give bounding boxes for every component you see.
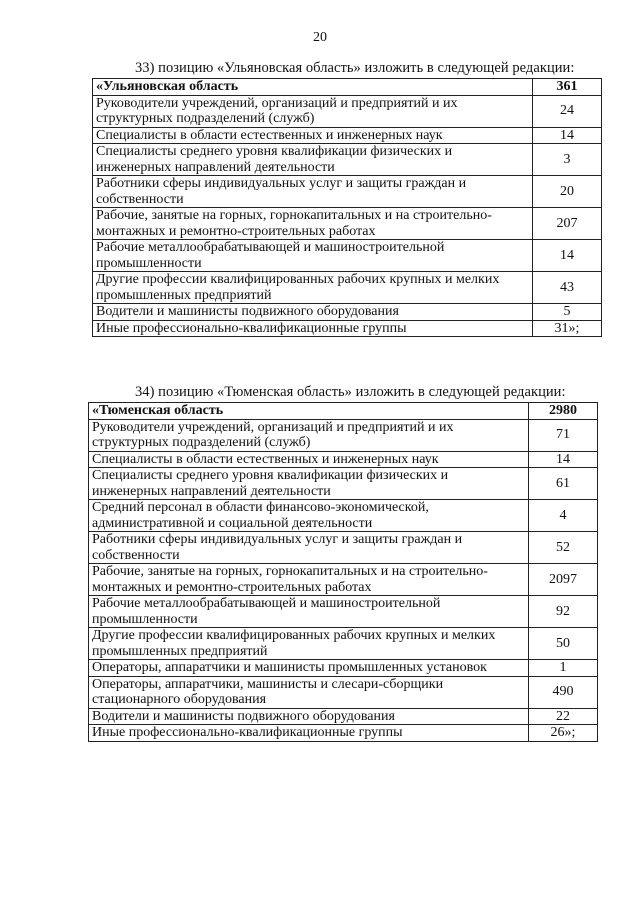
- row-value: 24: [533, 95, 602, 127]
- section-instruction: 34) позицию «Тюменская область» изложить в следующей редакции:: [135, 384, 566, 400]
- row-value: 5: [533, 304, 602, 321]
- table-row: [89, 660, 598, 677]
- row-label: Работники сферы индивидуальных услуг и защиты граждан и собственности: [93, 176, 533, 208]
- row-label: Специалисты в области естественных и инженерных наук: [93, 127, 533, 144]
- region-total: 361: [533, 79, 602, 96]
- table-header-row: [89, 403, 598, 420]
- table-row: [89, 500, 598, 532]
- table-row: [93, 272, 602, 304]
- row-label: Другие профессии квалифицированных рабочих крупных и мелких промышленных предприятий: [89, 628, 529, 660]
- row-value: 207: [533, 208, 602, 240]
- row-label: Руководители учреждений, организаций и предприятий и их структурных подразделений (служб): [93, 95, 533, 127]
- region-table-tyumen: [88, 402, 598, 742]
- row-label: Специалисты среднего уровня квалификации физических и инженерных направлений деятельности: [93, 144, 533, 176]
- row-label: Работники сферы индивидуальных услуг и защиты граждан и собственности: [89, 532, 529, 564]
- table-row: [89, 676, 598, 708]
- row-label: Водители и машинисты подвижного оборудования: [93, 304, 533, 321]
- table-row: [89, 596, 598, 628]
- row-value: 26»;: [529, 725, 598, 742]
- row-value: 14: [533, 127, 602, 144]
- table-row: [93, 95, 602, 127]
- row-label: Рабочие металлообрабатывающей и машиностроительной промышленности: [93, 240, 533, 272]
- table-row: [89, 532, 598, 564]
- table-row: [93, 304, 602, 321]
- row-value: 2097: [529, 564, 598, 596]
- row-label: Иные профессионально-квалификационные группы: [89, 725, 529, 742]
- row-label: Операторы, аппаратчики и машинисты промышленных установок: [89, 660, 529, 677]
- row-value: 61: [529, 468, 598, 500]
- table-row: [93, 208, 602, 240]
- region-total: 2980: [529, 403, 598, 420]
- row-label: Руководители учреждений, организаций и предприятий и их структурных подразделений (служб): [89, 419, 529, 451]
- region-name: «Ульяновская область: [93, 79, 533, 96]
- row-label: Рабочие, занятые на горных, горнокапитальных и на строительно-монтажных и ремонтно-строительных работах: [89, 564, 529, 596]
- table-row: [93, 320, 602, 337]
- row-label: Рабочие металлообрабатывающей и машиностроительной промышленности: [89, 596, 529, 628]
- row-value: 3: [533, 144, 602, 176]
- table-row: [93, 176, 602, 208]
- row-label: Водители и машинисты подвижного оборудования: [89, 708, 529, 725]
- row-label: Иные профессионально-квалификационные группы: [93, 320, 533, 337]
- row-label: Специалисты среднего уровня квалификации физических и инженерных направлений деятельности: [89, 468, 529, 500]
- row-value: 43: [533, 272, 602, 304]
- row-value: 4: [529, 500, 598, 532]
- table-row: [89, 451, 598, 468]
- table-row: [89, 419, 598, 451]
- table-header-row: [93, 79, 602, 96]
- row-value: 490: [529, 676, 598, 708]
- row-value: 20: [533, 176, 602, 208]
- region-name: «Тюменская область: [89, 403, 529, 420]
- row-label: Рабочие, занятые на горных, горнокапитальных и на строительно-монтажных и ремонтно-строительных работах: [93, 208, 533, 240]
- table-row: [93, 127, 602, 144]
- row-value: 1: [529, 660, 598, 677]
- table-row: [89, 708, 598, 725]
- row-label: Средний персонал в области финансово-экономической, административной и социальной деятельности: [89, 500, 529, 532]
- table-row: [89, 725, 598, 742]
- row-value: 31»;: [533, 320, 602, 337]
- row-label: Специалисты в области естественных и инженерных наук: [89, 451, 529, 468]
- section-instruction: 33) позицию «Ульяновская область» изложить в следующей редакции:: [135, 60, 575, 76]
- row-value: 50: [529, 628, 598, 660]
- row-value: 14: [533, 240, 602, 272]
- table-row: [89, 468, 598, 500]
- table-row: [89, 564, 598, 596]
- row-label: Другие профессии квалифицированных рабочих крупных и мелких промышленных предприятий: [93, 272, 533, 304]
- region-table-ulyanovsk: [92, 78, 602, 337]
- page-number: 20: [313, 30, 327, 45]
- table-row: [93, 240, 602, 272]
- row-value: 22: [529, 708, 598, 725]
- row-value: 92: [529, 596, 598, 628]
- table-row: [89, 628, 598, 660]
- row-value: 52: [529, 532, 598, 564]
- row-value: 14: [529, 451, 598, 468]
- row-value: 71: [529, 419, 598, 451]
- row-label: Операторы, аппаратчики, машинисты и слесари-сборщики стационарного оборудования: [89, 676, 529, 708]
- table-row: [93, 144, 602, 176]
